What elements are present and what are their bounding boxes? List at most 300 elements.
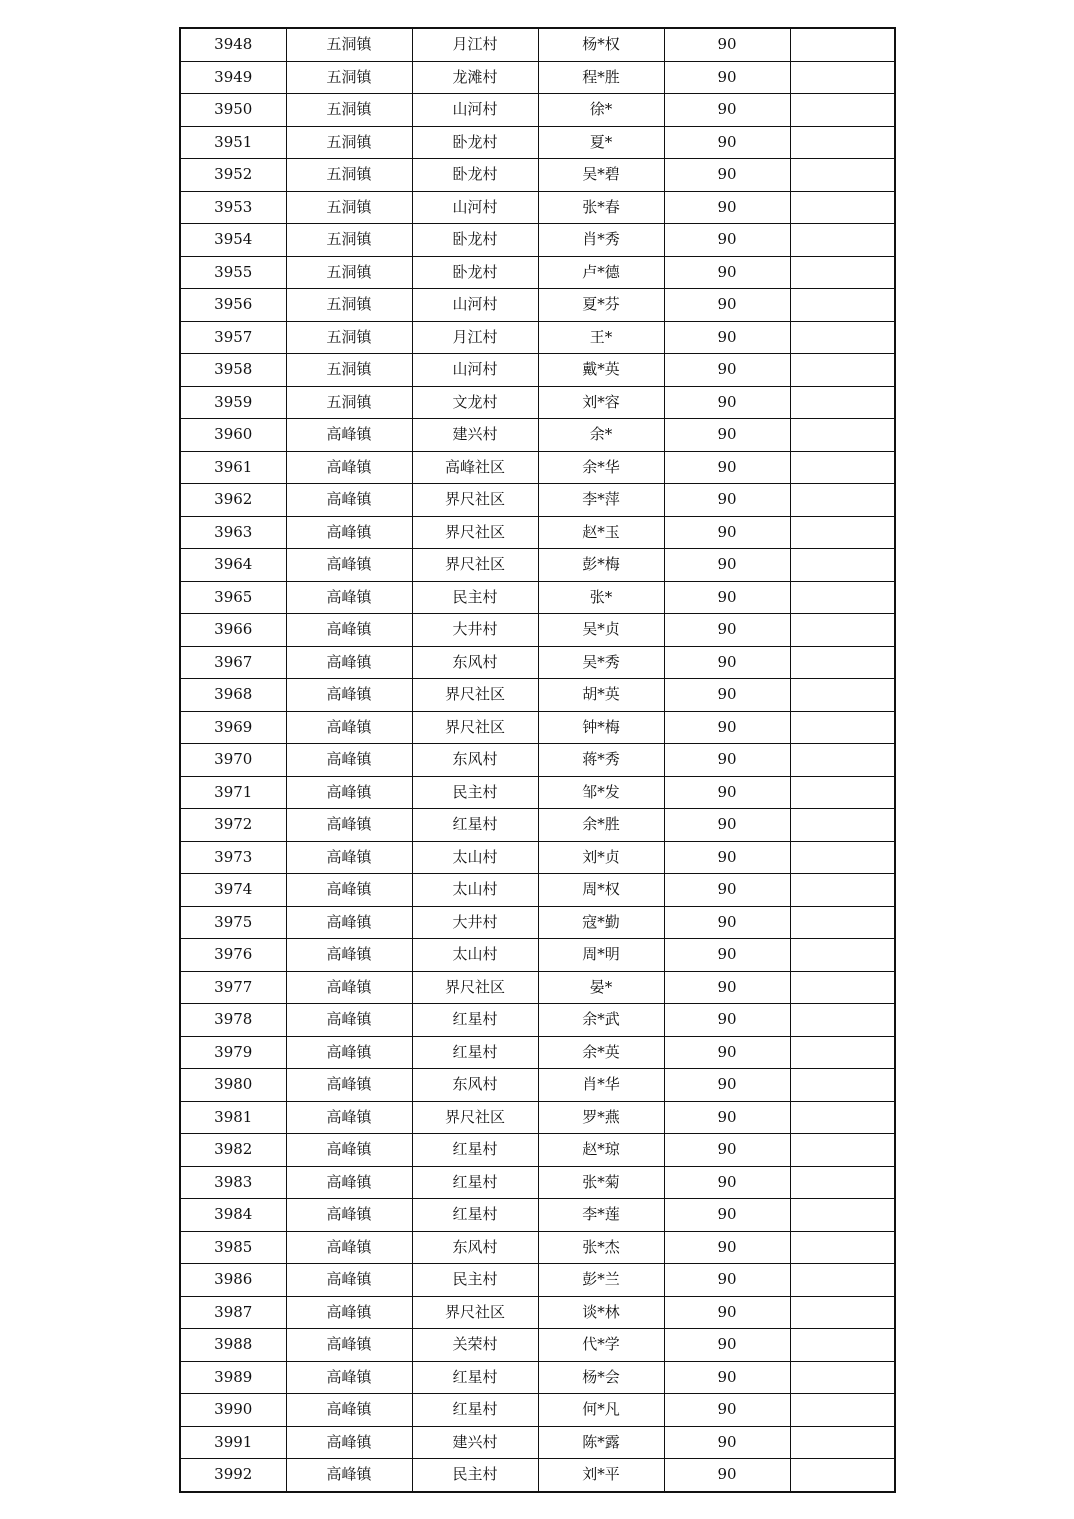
village-cell: 太山村 [412, 841, 538, 874]
town-cell: 高峰镇 [286, 1036, 412, 1069]
village-cell: 红星村 [412, 1394, 538, 1427]
table-row [180, 419, 895, 452]
remark-cell [790, 1069, 895, 1102]
serial-number-cell: 3982 [180, 1134, 286, 1167]
name-cell: 夏* [538, 126, 664, 159]
town-cell: 高峰镇 [286, 711, 412, 744]
town-cell: 高峰镇 [286, 809, 412, 842]
name-cell: 代*学 [538, 1329, 664, 1362]
village-cell: 月江村 [412, 321, 538, 354]
table-row [180, 549, 895, 582]
serial-number-cell: 3951 [180, 126, 286, 159]
town-cell: 高峰镇 [286, 549, 412, 582]
remark-cell [790, 1004, 895, 1037]
serial-number-cell: 3962 [180, 484, 286, 517]
remark-cell [790, 1166, 895, 1199]
town-cell: 高峰镇 [286, 679, 412, 712]
serial-number-cell: 3957 [180, 321, 286, 354]
amount-cell: 90 [664, 61, 790, 94]
village-cell: 民主村 [412, 1264, 538, 1297]
remark-cell [790, 256, 895, 289]
name-cell: 陈*露 [538, 1426, 664, 1459]
table-row [180, 224, 895, 257]
town-cell: 高峰镇 [286, 1394, 412, 1427]
serial-number-cell: 3974 [180, 874, 286, 907]
village-cell: 红星村 [412, 1004, 538, 1037]
name-cell: 余*华 [538, 451, 664, 484]
remark-cell [790, 61, 895, 94]
serial-number-cell: 3988 [180, 1329, 286, 1362]
serial-number-cell: 3956 [180, 289, 286, 322]
serial-number-cell: 3961 [180, 451, 286, 484]
village-cell: 红星村 [412, 809, 538, 842]
village-cell: 山河村 [412, 94, 538, 127]
name-cell: 程*胜 [538, 61, 664, 94]
serial-number-cell: 3986 [180, 1264, 286, 1297]
village-cell: 大井村 [412, 906, 538, 939]
remark-cell [790, 451, 895, 484]
remark-cell [790, 809, 895, 842]
name-cell: 周*明 [538, 939, 664, 972]
amount-cell: 90 [664, 581, 790, 614]
serial-number-cell: 3952 [180, 159, 286, 192]
table-row [180, 289, 895, 322]
town-cell: 高峰镇 [286, 1069, 412, 1102]
village-cell: 红星村 [412, 1166, 538, 1199]
name-cell: 杨*会 [538, 1361, 664, 1394]
table-row [180, 94, 895, 127]
town-cell: 高峰镇 [286, 1004, 412, 1037]
village-cell: 龙滩村 [412, 61, 538, 94]
remark-cell [790, 1101, 895, 1134]
table-row [180, 1394, 895, 1427]
village-cell: 界尺社区 [412, 679, 538, 712]
amount-cell: 90 [664, 646, 790, 679]
remark-cell [790, 1459, 895, 1492]
name-cell: 胡*英 [538, 679, 664, 712]
table-row [180, 809, 895, 842]
amount-cell: 90 [664, 159, 790, 192]
name-cell: 肖*华 [538, 1069, 664, 1102]
name-cell: 刘*容 [538, 386, 664, 419]
amount-cell: 90 [664, 224, 790, 257]
serial-number-cell: 3955 [180, 256, 286, 289]
name-cell: 刘*贞 [538, 841, 664, 874]
table-row [180, 1101, 895, 1134]
serial-number-cell: 3983 [180, 1166, 286, 1199]
table-row [180, 874, 895, 907]
town-cell: 高峰镇 [286, 874, 412, 907]
remark-cell [790, 1231, 895, 1264]
village-cell: 高峰社区 [412, 451, 538, 484]
serial-number-cell: 3979 [180, 1036, 286, 1069]
serial-number-cell: 3987 [180, 1296, 286, 1329]
village-cell: 卧龙村 [412, 126, 538, 159]
name-cell: 余*胜 [538, 809, 664, 842]
amount-cell: 90 [664, 419, 790, 452]
remark-cell [790, 744, 895, 777]
town-cell: 五洞镇 [286, 159, 412, 192]
name-cell: 余*武 [538, 1004, 664, 1037]
serial-number-cell: 3991 [180, 1426, 286, 1459]
town-cell: 五洞镇 [286, 224, 412, 257]
serial-number-cell: 3964 [180, 549, 286, 582]
table-row [180, 939, 895, 972]
amount-cell: 90 [664, 1101, 790, 1134]
village-cell: 民主村 [412, 581, 538, 614]
name-cell: 晏* [538, 971, 664, 1004]
serial-number-cell: 3958 [180, 354, 286, 387]
table-row [180, 1264, 895, 1297]
table-row [180, 1134, 895, 1167]
table-row [180, 1459, 895, 1492]
town-cell: 高峰镇 [286, 484, 412, 517]
table-row [180, 744, 895, 777]
remark-cell [790, 516, 895, 549]
serial-number-cell: 3985 [180, 1231, 286, 1264]
town-cell: 五洞镇 [286, 354, 412, 387]
name-cell: 余*英 [538, 1036, 664, 1069]
village-cell: 红星村 [412, 1036, 538, 1069]
village-cell: 太山村 [412, 939, 538, 972]
village-cell: 界尺社区 [412, 516, 538, 549]
remark-cell [790, 841, 895, 874]
table-row [180, 581, 895, 614]
remark-cell [790, 419, 895, 452]
remark-cell [790, 321, 895, 354]
serial-number-cell: 3963 [180, 516, 286, 549]
village-cell: 关荣村 [412, 1329, 538, 1362]
name-cell: 卢*德 [538, 256, 664, 289]
table-row [180, 1166, 895, 1199]
table-row [180, 484, 895, 517]
town-cell: 五洞镇 [286, 289, 412, 322]
amount-cell: 90 [664, 1036, 790, 1069]
table-row [180, 711, 895, 744]
table-row [180, 906, 895, 939]
amount-cell: 90 [664, 126, 790, 159]
name-cell: 彭*梅 [538, 549, 664, 582]
amount-cell: 90 [664, 191, 790, 224]
village-cell: 界尺社区 [412, 1296, 538, 1329]
table-row [180, 776, 895, 809]
town-cell: 高峰镇 [286, 614, 412, 647]
town-cell: 高峰镇 [286, 1426, 412, 1459]
table-row [180, 1296, 895, 1329]
town-cell: 高峰镇 [286, 1296, 412, 1329]
village-cell: 东风村 [412, 646, 538, 679]
serial-number-cell: 3968 [180, 679, 286, 712]
serial-number-cell: 3973 [180, 841, 286, 874]
remark-cell [790, 874, 895, 907]
remark-cell [790, 386, 895, 419]
table-body [180, 28, 895, 1492]
town-cell: 高峰镇 [286, 776, 412, 809]
village-cell: 界尺社区 [412, 971, 538, 1004]
village-cell: 东风村 [412, 1069, 538, 1102]
town-cell: 五洞镇 [286, 126, 412, 159]
name-cell: 张*春 [538, 191, 664, 224]
town-cell: 高峰镇 [286, 939, 412, 972]
remark-cell [790, 28, 895, 61]
remark-cell [790, 224, 895, 257]
amount-cell: 90 [664, 516, 790, 549]
name-cell: 赵*玉 [538, 516, 664, 549]
amount-cell: 90 [664, 549, 790, 582]
table-row [180, 28, 895, 61]
table-row [180, 451, 895, 484]
name-cell: 张*菊 [538, 1166, 664, 1199]
amount-cell: 90 [664, 1004, 790, 1037]
serial-number-cell: 3953 [180, 191, 286, 224]
name-cell: 肖*秀 [538, 224, 664, 257]
table-row [180, 159, 895, 192]
table-row [180, 1231, 895, 1264]
remark-cell [790, 939, 895, 972]
serial-number-cell: 3992 [180, 1459, 286, 1492]
remark-cell [790, 1296, 895, 1329]
amount-cell: 90 [664, 256, 790, 289]
name-cell: 蒋*秀 [538, 744, 664, 777]
serial-number-cell: 3975 [180, 906, 286, 939]
amount-cell: 90 [664, 1166, 790, 1199]
name-cell: 张*杰 [538, 1231, 664, 1264]
village-cell: 建兴村 [412, 419, 538, 452]
village-cell: 界尺社区 [412, 484, 538, 517]
serial-number-cell: 3948 [180, 28, 286, 61]
name-cell: 何*凡 [538, 1394, 664, 1427]
town-cell: 五洞镇 [286, 321, 412, 354]
remark-cell [790, 126, 895, 159]
village-cell: 东风村 [412, 744, 538, 777]
table-row [180, 516, 895, 549]
remark-cell [790, 1199, 895, 1232]
remark-cell [790, 354, 895, 387]
serial-number-cell: 3980 [180, 1069, 286, 1102]
serial-number-cell: 3965 [180, 581, 286, 614]
name-cell: 谈*林 [538, 1296, 664, 1329]
town-cell: 高峰镇 [286, 1166, 412, 1199]
data-table [179, 27, 896, 1493]
amount-cell: 90 [664, 1264, 790, 1297]
remark-cell [790, 191, 895, 224]
town-cell: 五洞镇 [286, 28, 412, 61]
serial-number-cell: 3960 [180, 419, 286, 452]
name-cell: 戴*英 [538, 354, 664, 387]
table-row [180, 841, 895, 874]
remark-cell [790, 1361, 895, 1394]
serial-number-cell: 3977 [180, 971, 286, 1004]
serial-number-cell: 3984 [180, 1199, 286, 1232]
amount-cell: 90 [664, 1296, 790, 1329]
remark-cell [790, 94, 895, 127]
town-cell: 高峰镇 [286, 1361, 412, 1394]
remark-cell [790, 289, 895, 322]
remark-cell [790, 159, 895, 192]
town-cell: 五洞镇 [286, 94, 412, 127]
table-row [180, 1199, 895, 1232]
name-cell: 吴*碧 [538, 159, 664, 192]
town-cell: 高峰镇 [286, 516, 412, 549]
remark-cell [790, 1329, 895, 1362]
name-cell: 徐* [538, 94, 664, 127]
serial-number-cell: 3971 [180, 776, 286, 809]
serial-number-cell: 3950 [180, 94, 286, 127]
remark-cell [790, 1426, 895, 1459]
name-cell: 杨*权 [538, 28, 664, 61]
table-row [180, 126, 895, 159]
remark-cell [790, 484, 895, 517]
village-cell: 卧龙村 [412, 256, 538, 289]
town-cell: 高峰镇 [286, 581, 412, 614]
table-row [180, 191, 895, 224]
town-cell: 高峰镇 [286, 744, 412, 777]
serial-number-cell: 3969 [180, 711, 286, 744]
remark-cell [790, 971, 895, 1004]
town-cell: 高峰镇 [286, 1231, 412, 1264]
town-cell: 高峰镇 [286, 646, 412, 679]
serial-number-cell: 3990 [180, 1394, 286, 1427]
amount-cell: 90 [664, 971, 790, 1004]
amount-cell: 90 [664, 1134, 790, 1167]
serial-number-cell: 3959 [180, 386, 286, 419]
town-cell: 高峰镇 [286, 906, 412, 939]
town-cell: 高峰镇 [286, 1101, 412, 1134]
amount-cell: 90 [664, 841, 790, 874]
amount-cell: 90 [664, 1426, 790, 1459]
table-row [180, 679, 895, 712]
remark-cell [790, 1036, 895, 1069]
table-row [180, 1004, 895, 1037]
village-cell: 红星村 [412, 1199, 538, 1232]
remark-cell [790, 679, 895, 712]
town-cell: 高峰镇 [286, 1134, 412, 1167]
village-cell: 界尺社区 [412, 549, 538, 582]
table-row [180, 1069, 895, 1102]
table-row [180, 1426, 895, 1459]
table-row [180, 354, 895, 387]
village-cell: 民主村 [412, 776, 538, 809]
name-cell: 吴*秀 [538, 646, 664, 679]
village-cell: 界尺社区 [412, 1101, 538, 1134]
town-cell: 高峰镇 [286, 419, 412, 452]
amount-cell: 90 [664, 809, 790, 842]
village-cell: 卧龙村 [412, 224, 538, 257]
serial-number-cell: 3949 [180, 61, 286, 94]
village-cell: 红星村 [412, 1361, 538, 1394]
amount-cell: 90 [664, 451, 790, 484]
amount-cell: 90 [664, 1231, 790, 1264]
serial-number-cell: 3970 [180, 744, 286, 777]
serial-number-cell: 3966 [180, 614, 286, 647]
table-row [180, 646, 895, 679]
town-cell: 五洞镇 [286, 386, 412, 419]
town-cell: 高峰镇 [286, 971, 412, 1004]
name-cell: 王* [538, 321, 664, 354]
amount-cell: 90 [664, 614, 790, 647]
name-cell: 周*权 [538, 874, 664, 907]
serial-number-cell: 3954 [180, 224, 286, 257]
remark-cell [790, 776, 895, 809]
amount-cell: 90 [664, 1459, 790, 1492]
table-row [180, 1036, 895, 1069]
name-cell: 张* [538, 581, 664, 614]
serial-number-cell: 3972 [180, 809, 286, 842]
remark-cell [790, 906, 895, 939]
name-cell: 寇*勤 [538, 906, 664, 939]
remark-cell [790, 581, 895, 614]
amount-cell: 90 [664, 1329, 790, 1362]
town-cell: 高峰镇 [286, 1199, 412, 1232]
name-cell: 夏*芬 [538, 289, 664, 322]
remark-cell [790, 1264, 895, 1297]
remark-cell [790, 1134, 895, 1167]
remark-cell [790, 549, 895, 582]
village-cell: 建兴村 [412, 1426, 538, 1459]
amount-cell: 90 [664, 744, 790, 777]
serial-number-cell: 3978 [180, 1004, 286, 1037]
name-cell: 李*莲 [538, 1199, 664, 1232]
table-row [180, 386, 895, 419]
serial-number-cell: 3981 [180, 1101, 286, 1134]
town-cell: 五洞镇 [286, 256, 412, 289]
remark-cell [790, 1394, 895, 1427]
remark-cell [790, 614, 895, 647]
table-row [180, 61, 895, 94]
table-row [180, 256, 895, 289]
amount-cell: 90 [664, 939, 790, 972]
table-row [180, 321, 895, 354]
amount-cell: 90 [664, 1069, 790, 1102]
village-cell: 界尺社区 [412, 711, 538, 744]
village-cell: 文龙村 [412, 386, 538, 419]
village-cell: 红星村 [412, 1134, 538, 1167]
table-row [180, 1329, 895, 1362]
serial-number-cell: 3989 [180, 1361, 286, 1394]
name-cell: 彭*兰 [538, 1264, 664, 1297]
amount-cell: 90 [664, 679, 790, 712]
village-cell: 山河村 [412, 354, 538, 387]
amount-cell: 90 [664, 484, 790, 517]
name-cell: 赵*琼 [538, 1134, 664, 1167]
town-cell: 高峰镇 [286, 451, 412, 484]
amount-cell: 90 [664, 1199, 790, 1232]
remark-cell [790, 711, 895, 744]
village-cell: 民主村 [412, 1459, 538, 1492]
amount-cell: 90 [664, 906, 790, 939]
table-row [180, 1361, 895, 1394]
town-cell: 高峰镇 [286, 1459, 412, 1492]
village-cell: 大井村 [412, 614, 538, 647]
serial-number-cell: 3967 [180, 646, 286, 679]
serial-number-cell: 3976 [180, 939, 286, 972]
name-cell: 李*萍 [538, 484, 664, 517]
village-cell: 山河村 [412, 289, 538, 322]
table-row [180, 614, 895, 647]
name-cell: 吴*贞 [538, 614, 664, 647]
table-row [180, 971, 895, 1004]
town-cell: 五洞镇 [286, 61, 412, 94]
amount-cell: 90 [664, 711, 790, 744]
amount-cell: 90 [664, 94, 790, 127]
amount-cell: 90 [664, 1394, 790, 1427]
village-cell: 东风村 [412, 1231, 538, 1264]
village-cell: 太山村 [412, 874, 538, 907]
name-cell: 罗*燕 [538, 1101, 664, 1134]
amount-cell: 90 [664, 1361, 790, 1394]
name-cell: 刘*平 [538, 1459, 664, 1492]
name-cell: 邹*发 [538, 776, 664, 809]
